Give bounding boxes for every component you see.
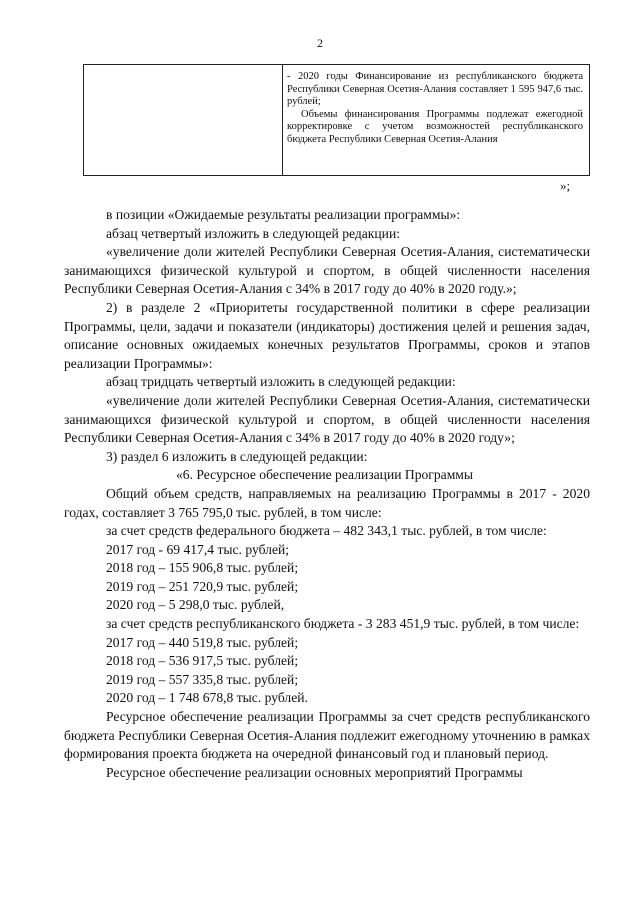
financing-table (83, 64, 590, 176)
paragraph: абзац четвертый изложить в следующей редакции: (106, 225, 401, 241)
document-body (64, 206, 590, 782)
list-item: 2017 год - 69 417,4 тыс. рублей; (106, 541, 290, 557)
table-row (84, 65, 590, 176)
list-item: 2020 год – 1 748 678,8 тыс. рублей. (106, 690, 308, 706)
table-cell-financing (283, 65, 590, 176)
closing-quote: »; (560, 178, 571, 193)
list-item: 2020 год – 5 298,0 тыс. рублей, (106, 597, 285, 613)
list-item: 2017 год – 440 519,8 тыс. рублей; (106, 634, 299, 650)
paragraph: абзац тридцать четвертый изложить в следующей редакции: (106, 374, 456, 390)
paragraph: «увеличение доли жителей Республики Северная Осетия-Алания, систематически занимающихся физической культурой и спортом, в общей численности населения Республики Северная Осетия-Алания с 34% в 2017 году до 40% в 2020 году.»; (64, 244, 590, 297)
section-heading: «6. Ресурсное обеспечение реализации Программы (176, 467, 474, 483)
paragraph: 3) раздел 6 изложить в следующей редакции: (106, 448, 368, 464)
paragraph: в позиции «Ожидаемые результаты реализации программы»: (106, 207, 461, 222)
list-item: 2019 год – 557 335,8 тыс. рублей; (106, 671, 299, 687)
paragraph: Ресурсное обеспечение реализации основных мероприятий Программы (106, 764, 523, 780)
paragraph: Общий объем средств, направляемых на реализацию Программы в 2017 - 2020 годах, составляет 3 765 795,0 тыс. рублей, в том числе: (64, 485, 590, 520)
list-item: 2018 год – 155 906,8 тыс. рублей; (106, 560, 299, 576)
paragraph: Ресурсное обеспечение реализации Программы за счет средств республиканского бюджета Республики Северная Осетия-Алания подлежит ежегодному уточнению в рамках формирования проекта бюджета на очередной финансовый год и плановый период. (64, 709, 590, 762)
paragraph: за счет средств республиканского бюджета - 3 283 451,9 тыс. рублей, в том числе: (106, 616, 580, 632)
list-item: 2018 год – 536 917,5 тыс. рублей; (106, 653, 299, 669)
paragraph: 2) в разделе 2 «Приоритеты государственной политики в сфере реализации Программы, цели, задачи и показатели (индикаторы) достижения целей и решения задач, описание основных ожидаемых конечных результатов Программы, сроков и этапов реализации Программы»: (64, 299, 590, 371)
table-cell-empty (84, 65, 283, 176)
table-financing-line: - 2020 годы Финансирование из республиканского бюджета Республики Северная Осетия-Алания составляет 1 595 947,6 тыс. рублей; (287, 71, 583, 107)
list-item: 2019 год – 251 720,9 тыс. рублей; (106, 578, 299, 594)
table-adjustment-line: Объемы финансирования Программы подлежат ежегодной корректировке с учетом возможностей республиканского бюджета Республики Северная Осетия-Алания (287, 108, 583, 145)
paragraph: «увеличение доли жителей Республики Северная Осетия-Алания, систематически занимающихся физической культурой и спортом, в общей численности населения Республики Северная Осетия-Алания с 34% в 2017 году до 40% в 2020 году»; (64, 392, 590, 446)
page-number: 2 (317, 36, 323, 50)
paragraph: за счет средств федерального бюджета – 482 343,1 тыс. рублей, в том числе: (106, 523, 547, 539)
